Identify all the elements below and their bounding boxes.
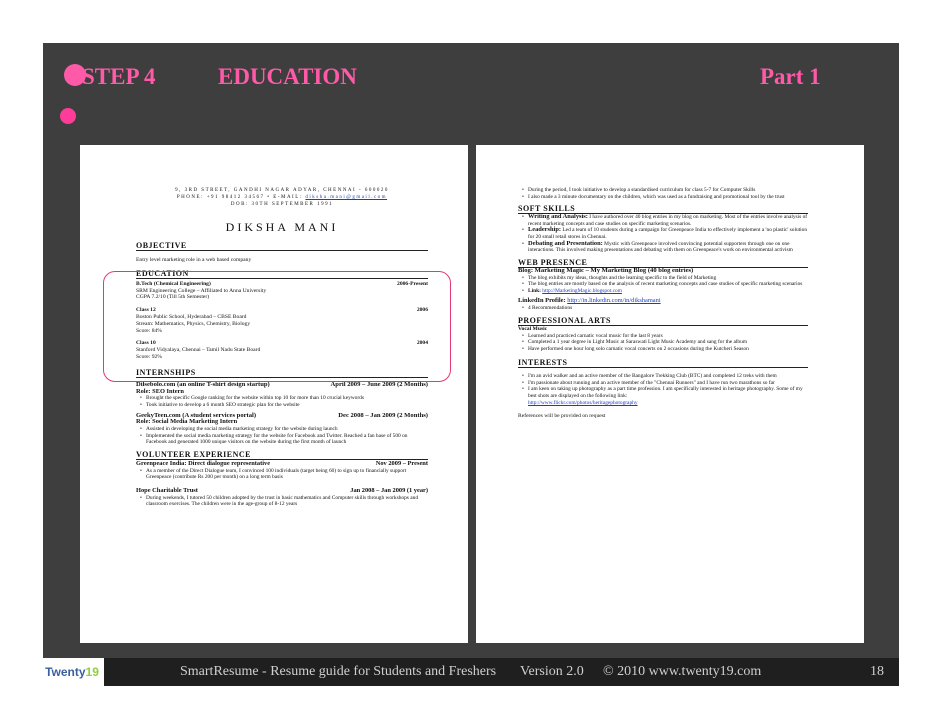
education-highlight-box [103, 271, 451, 382]
volunteer-row [136, 488, 428, 495]
internship-org: GeekyTeen.com (A student services portal) [136, 411, 257, 419]
soft-skill-label: Debating and Presentation: [528, 239, 603, 247]
volunteer-dates: Jan 2008 – Jan 2009 (1 year) [350, 486, 428, 494]
list-item [518, 346, 808, 353]
linkedin-link[interactable]: http://in.linkedin.com/in/dikshamani [567, 297, 661, 305]
bullet-dot: • [140, 494, 142, 501]
bullet-dot: • [522, 386, 524, 393]
linkedin-bullet: 4 Recommendations [528, 305, 573, 312]
bullet-text: The blog entries are mostly based on the analysis of recent marketing concepts and case studies of specific marketing scenarios [528, 281, 803, 288]
list-item [518, 241, 808, 254]
blog-link[interactable]: http://MarketingMagic.blogspot.com [542, 287, 622, 294]
bullet-text: As a member of the Direct Dialogue team, I convinced 100 individuals (target being 60) to sign up to financially support Greenpeace (contribute Rs 200 per month) on a long term basis [146, 467, 407, 481]
bullet-text: Learned and practiced carnatic vocal music for the last 8 years [528, 332, 663, 339]
degree-years: 2004 [416, 340, 428, 347]
email-link[interactable]: diksha.mani@gmail.com [305, 195, 388, 200]
linkedin-row [518, 298, 808, 305]
arts-bullets [518, 333, 808, 353]
soft-skill-label: Writing and Analysis: [528, 213, 588, 221]
volunteer-list [136, 461, 428, 508]
blog-link-label: Link: [528, 287, 541, 294]
interests-list [518, 373, 808, 399]
twenty19-logo [40, 658, 104, 686]
bullet-dot: • [522, 240, 524, 247]
degree-name: Class 12 [136, 307, 156, 314]
objective-text: Entry level marketing role in a web based company [136, 257, 252, 263]
volunteer-entry [136, 461, 428, 481]
bullet-dot: • [522, 379, 524, 386]
continued-bullets [518, 187, 808, 200]
degree-years: 2006 [416, 307, 428, 314]
bullet-text: I'm an avid walker and an active member of the Bangalore Trekking Club (BTC) and completed 12 treks with them [528, 373, 777, 380]
page-number: 18 [870, 664, 884, 679]
step-label: STEP 4 [82, 64, 156, 89]
soft-skill-label: Leadership: [528, 226, 562, 234]
section-volunteer: VOLUNTEER EXPERIENCE [136, 450, 428, 460]
part-label: Part 1 [760, 64, 821, 89]
bullet-text: Completed a 1 year degree in Light Music at Saraswati Light Music Academy and sang for the album [528, 339, 748, 346]
list-item [518, 187, 808, 194]
bullet-dot: • [522, 193, 524, 200]
bullet-dot: • [140, 401, 142, 408]
resume-page-1 [80, 145, 468, 643]
internship-list [136, 382, 428, 446]
resume-name: DIKSHA MANI [225, 220, 339, 234]
bullet-dot: • [522, 332, 524, 339]
internship-entry [136, 413, 428, 446]
soft-skill-desc: Mystic with Greenpeace involved convincing potential supporters through one on one interactions. This involved making presentations and debating with them on Greenpeace's work on environmental activism [528, 240, 793, 254]
list-item [136, 468, 428, 481]
resume-page-2 [476, 145, 864, 643]
education-detail: Score: 84% [136, 327, 162, 334]
soft-skill-desc: Led a team of 10 students during a campaign for Greenpeace India to effectively implement a 'no plastic' solution for 20 small retail stores in Chennai. [528, 227, 808, 240]
volunteer-org: Hope Charitable Trust [136, 486, 198, 494]
list-item [518, 373, 808, 380]
list-item: • Link: http://MarketingMagic.blogspot.com [522, 287, 622, 294]
internship-role: Role: SEO Intern [136, 387, 184, 395]
volunteer-row [136, 461, 428, 468]
bullet-dot: • [522, 214, 524, 221]
education-detail: SRM Engineering College – Affiliated to Anna University [136, 287, 267, 294]
list-item [136, 433, 428, 446]
internship-dates: April 2009 – June 2009 (2 Months) [330, 380, 428, 388]
arts-subheading: Vocal Music [518, 325, 548, 332]
section-objective: OBJECTIVE [136, 241, 428, 251]
list-item [136, 402, 428, 409]
section-soft-skills: SOFT SKILLS [518, 204, 808, 214]
section-interests: INTERESTS [518, 358, 808, 368]
bullet-text: Have performed one hour long solo carnatic vocal concerts on 2 occasions during the Kutcheri Season [528, 345, 749, 352]
list-item [518, 281, 808, 288]
bullet-dot: • [522, 339, 524, 346]
section-professional-arts: PROFESSIONAL ARTS [518, 316, 808, 326]
phone-text: PHONE: +91 98412 34567 • E-MAIL: [176, 195, 303, 200]
list-item [136, 395, 428, 402]
list-item [518, 386, 808, 399]
bullet-dot: • [140, 432, 142, 439]
education-detail: Stream: Mathematics, Physics, Chemistry, Biology [136, 320, 251, 327]
volunteer-entry [136, 488, 428, 508]
bullet-text: Took initiative to develop a 6 month SEO strategic plan for the website [146, 401, 300, 408]
footer-version: Version 2.0 [520, 664, 584, 679]
list-item [136, 495, 428, 508]
bullet-text: I am keen on taking up photography as a part time profession. I am specifically interested in heritage photography. Some of my best shots are displayed on the following link: [528, 386, 803, 400]
education-detail: Score: 92% [136, 353, 162, 360]
volunteer-org: Greenpeace India: Direct dialogue representative [136, 459, 271, 467]
bullet-text: I'm passionate about running and an active member of the "Chennai Runners" and I have run two marathons so far [528, 379, 775, 386]
dob-line: DOB: 30TH SEPTEMBER 1991 [230, 202, 334, 207]
section-internships: INTERNSHIPS [136, 368, 428, 378]
bullet-dot: • [522, 187, 524, 193]
bullet-text: The blog exhibits my ideas, thoughts and the learning specific to the field of Marketing [528, 274, 717, 281]
bullet-dot: • [522, 373, 524, 380]
degree-years: 2006-Present [397, 280, 428, 287]
list-item [518, 339, 808, 346]
contact-line [136, 194, 428, 201]
education-detail: Stanford Vidyalaya, Chennai – Tamil Nadu State Board [136, 347, 261, 354]
bullet-text: Brought the specific Google ranking for the website within top 10 for more than 10 crucial keywords [146, 395, 364, 402]
internship-org: Dilsebolo.com (an online T-shirt design startup) [136, 380, 270, 388]
bullet-dot: • [140, 467, 142, 474]
section-web-presence: WEB PRESENCE [518, 258, 808, 268]
footer-bar [43, 658, 899, 686]
list-item [518, 400, 808, 407]
references-note: References will be provided on request [518, 413, 606, 420]
internship-dates: Dec 2008 – Jan 2009 (2 Months) [338, 411, 428, 419]
slide-title: EDUCATION [218, 64, 357, 89]
volunteer-dates: Nov 2009 – Present [375, 459, 428, 467]
decor-circle [60, 108, 76, 124]
linkedin-label: LinkedIn Profile: [518, 297, 566, 305]
bullet-text: Implemented the social media marketing strategy for the website for Facebook and Twitter. Reached a fan base of 500 on Facebook and generated 1000 unique visitors on the website during the first month of launch [146, 432, 408, 446]
internship-entry [136, 382, 428, 409]
bullet-dot: • [522, 274, 524, 281]
flickr-link[interactable]: http://www.flickr.com/photos/heritagephotography [528, 399, 638, 406]
address-block [136, 187, 428, 208]
education-detail: Boston Public School, Hyderabad – CBSE Board [136, 313, 247, 320]
bullet-dot: • [522, 227, 524, 234]
bullet-text: Assisted in developing the social media marketing strategy for the website during launch [146, 426, 338, 433]
soft-skill-desc: I have authored over 40 blog entries in my blog on marketing. Most of the entries involve analysis of recent marketing concepts and case studies on specific marketing scenarios. [528, 214, 808, 227]
logo-text: Twenty [45, 665, 86, 679]
address-line: 9, 3RD STREET, GANDHI NAGAR ADYAR, CHENNAI - 600020 [175, 188, 389, 193]
list-item [518, 214, 808, 227]
soft-skill-text [528, 241, 808, 254]
degree-name: Class 10 [136, 340, 156, 347]
bullet-text: During the period, I took initiative to develop a standardised curriculum for class 5-7 for Computer Skills [528, 187, 756, 193]
bullet-text: I also made a 3 minute documentary on the children, which was used as a fundraising and promotional tool by the trust [528, 193, 785, 200]
bullet-text: During weekends, I tutored 50 children adopted by the trust in basic mathematics and Computer skills through workshops and classroom exercises. The children were in the age-group of 8-12 years [146, 494, 419, 508]
soft-skill-text [528, 214, 808, 227]
footer-copyright: © 2010 www.twenty19.com [603, 664, 762, 679]
degree-name: B.Tech (Chemical Engineering) [136, 280, 211, 287]
list-item: • 4 Recommendations [522, 305, 573, 312]
list-item [518, 194, 808, 201]
footer-guide-text: SmartResume - Resume guide for Students and Freshers [180, 664, 497, 679]
section-education: EDUCATION [136, 269, 428, 279]
internship-role: Role: Social Media Marketing Intern [136, 418, 238, 426]
soft-skills-list [518, 214, 808, 254]
bullet-dot: • [522, 345, 524, 352]
blog-title: Blog: Marketing Magic – My Marketing Blog (40 blog entries) [518, 266, 694, 274]
bullet-dot: • [140, 426, 142, 433]
blog-bullets [518, 275, 808, 288]
list-item [136, 426, 428, 433]
education-detail: CGPA 7.2/10 (Till 5th Semester) [136, 294, 210, 301]
logo-number: 19 [85, 665, 99, 679]
bullet-dot: • [522, 281, 524, 288]
bullet-dot: • [140, 395, 142, 402]
